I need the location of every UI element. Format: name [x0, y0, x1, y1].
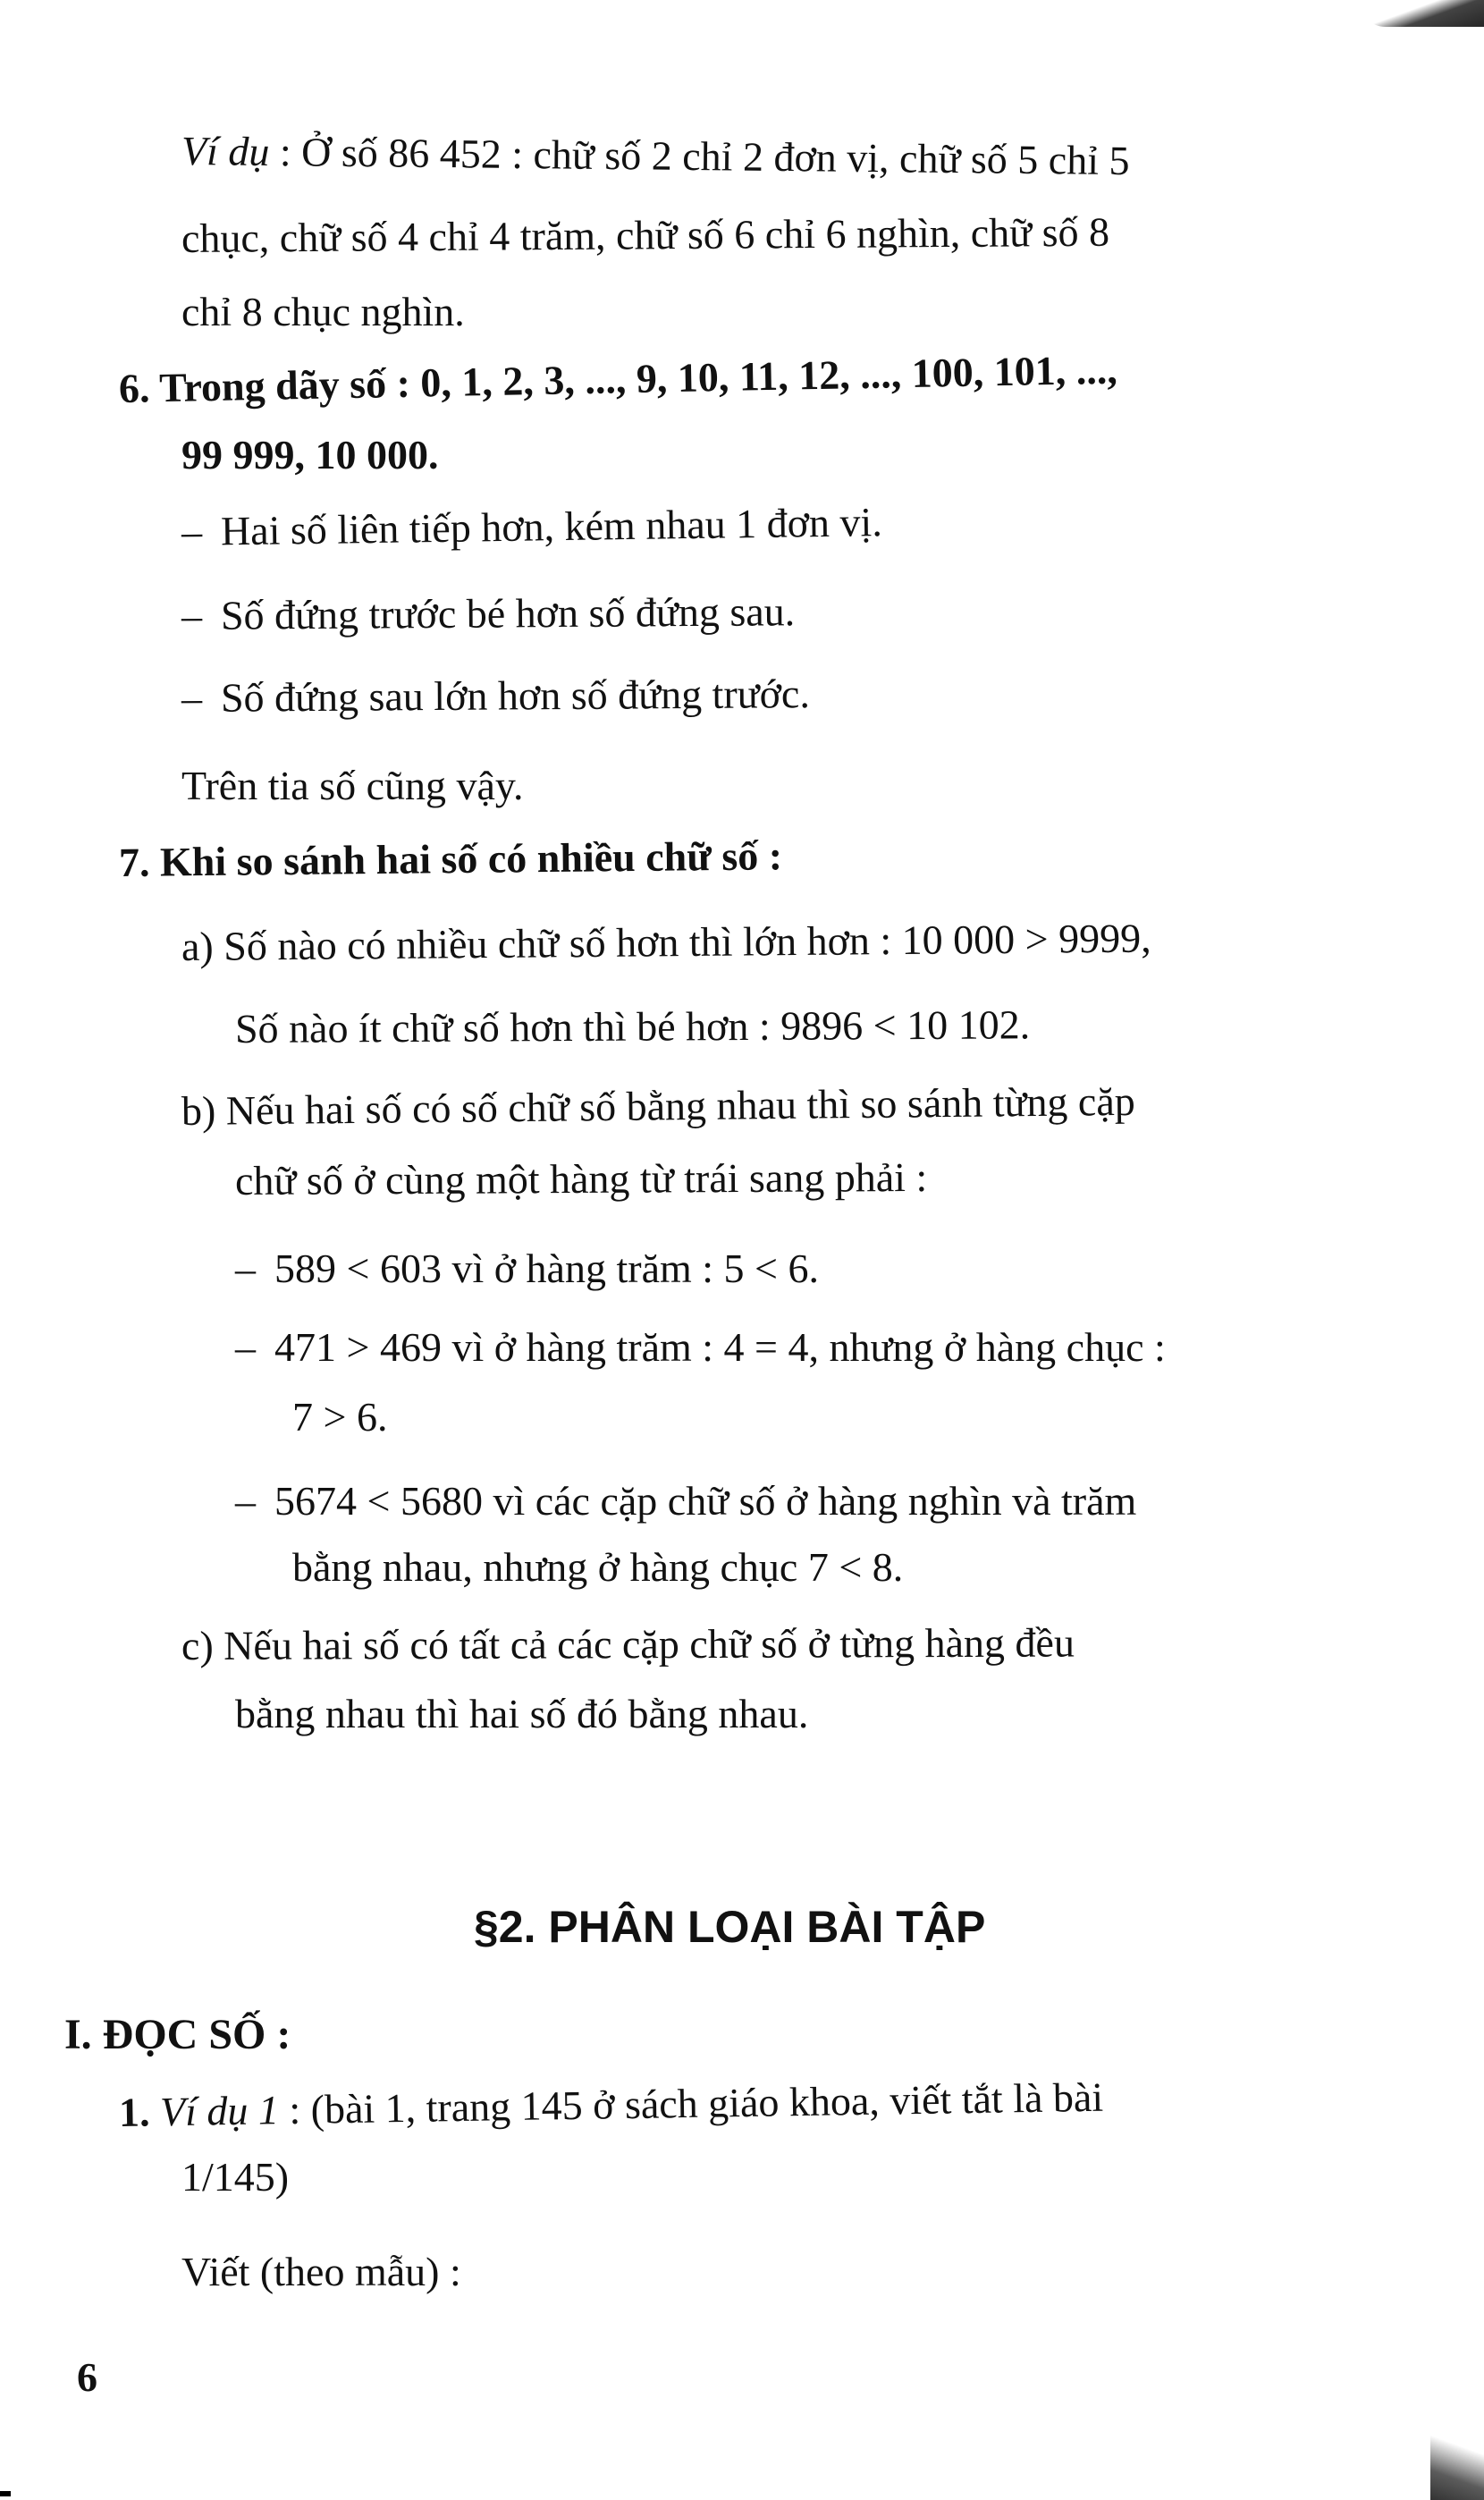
- item-7a-line-2: Số nào ít chữ số hơn thì bé hơn : 9896 < 10 102.: [234, 1001, 1031, 1052]
- exercise-1-line-1: [118, 2073, 1104, 2135]
- intro-example-line-1: [181, 128, 1130, 184]
- scan-shadow-bottom-right: [1430, 2420, 1484, 2500]
- exercise-1-label: Ví dụ 1: [159, 2087, 280, 2135]
- item-7b-example-2-line-2: 7 > 6.: [292, 1394, 388, 1440]
- scan-mark-bottom-left: [0, 2491, 11, 2496]
- item-7b-label: b): [181, 1087, 216, 1134]
- item-6-bullet-2: [181, 588, 796, 638]
- item-7b-example-3-line-1: [235, 1478, 1137, 1524]
- bullet-text: Số đứng sau lớn hơn số đứng trước.: [220, 671, 811, 721]
- exercise-1-text: : (bài 1, trang 145 ở sách giáo khoa, viết tắt là bài: [278, 2073, 1104, 2133]
- exercise-1-number: 1.: [118, 2089, 150, 2135]
- item-6-bullet-3: [181, 673, 810, 719]
- dash-marker: –: [235, 1324, 256, 1370]
- bullet-text: Hai số liên tiếp hơn, kém nhau 1 đơn vị.: [220, 499, 883, 554]
- item-7a-label: a): [181, 923, 214, 969]
- item-6-note: Trên tia số cũng vậy.: [181, 763, 524, 808]
- item-7-number: 7.: [118, 839, 150, 885]
- dash-marker: –: [235, 1478, 256, 1524]
- bullet-text: Số đứng trước bé hơn số đứng sau.: [220, 588, 796, 638]
- item-6-title: Trong dãy số : 0, 1, 2, 3, ..., 9, 10, 11, 12, ..., 100, 101, ...,: [158, 346, 1118, 411]
- example-label: Ví dụ: [181, 128, 270, 175]
- page-number: 6: [77, 2354, 97, 2400]
- example-text: 471 > 469 vì ở hàng trăm : 4 = 4, nhưng ở hàng chục :: [274, 1324, 1166, 1370]
- item-7a-line-1: [181, 915, 1151, 969]
- item-7c-line-1: [181, 1619, 1075, 1668]
- item-7b-example-1: [235, 1248, 819, 1289]
- item-7b-text: Nếu hai số có số chữ số bằng nhau thì so sánh từng cặp: [225, 1077, 1136, 1134]
- item-6-line-2: 99 999, 10 000.: [181, 432, 439, 477]
- dash-marker: –: [181, 508, 203, 554]
- exercise-1-instruction: Viết (theo mẫu) :: [181, 2249, 461, 2294]
- part-1-title: I. ĐỌC SỐ :: [64, 2011, 291, 2058]
- item-7-title: Khi so sánh hai số có nhiều chữ số :: [159, 832, 783, 885]
- item-6-number: 6.: [118, 365, 150, 411]
- item-7b-example-2-line-1: [235, 1324, 1166, 1370]
- intro-example-line-3: chỉ 8 chục nghìn.: [181, 289, 465, 334]
- intro-example-line-2: chục, chữ số 4 chỉ 4 trăm, chữ số 6 chỉ 6 nghìn, chữ số 8: [181, 208, 1110, 261]
- item-7-heading: [118, 832, 783, 885]
- item-7a-text: Số nào có nhiều chữ số hơn thì lớn hơn : 10 000 > 9999,: [223, 915, 1151, 969]
- item-7b-example-3-line-2: bằng nhau, nhưng ở hàng chục 7 < 8.: [292, 1544, 904, 1590]
- example-text: 5674 < 5680 vì các cặp chữ số ở hàng nghìn và trăm: [274, 1478, 1137, 1524]
- item-7c-text: Nếu hai số có tất cả các cặp chữ số ở từng hàng đều: [223, 1619, 1075, 1668]
- section-2-title: §2. PHÂN LOẠI BÀI TẬP: [474, 1902, 986, 1952]
- item-7b-line-1: [181, 1077, 1136, 1134]
- scan-shadow-top-right: [1359, 0, 1484, 27]
- example-text: : Ở số 86 452 : chữ số 2 chỉ 2 đơn vị, chữ số 5 chỉ 5: [269, 129, 1130, 184]
- exercise-1-line-2: 1/145): [181, 2154, 290, 2200]
- item-6-bullet-1: [181, 499, 883, 554]
- dash-marker: –: [181, 592, 203, 638]
- dash-marker: –: [235, 1246, 256, 1291]
- item-7c-line-2: bằng nhau thì hai số đó bằng nhau.: [235, 1691, 809, 1736]
- item-7c-label: c): [181, 1622, 214, 1668]
- item-6-line-1: [118, 346, 1118, 411]
- example-text: 589 < 603 vì ở hàng trăm : 5 < 6.: [274, 1246, 819, 1291]
- dash-marker: –: [181, 674, 203, 721]
- item-7b-line-2: chữ số ở cùng một hàng từ trái sang phải :: [234, 1153, 928, 1204]
